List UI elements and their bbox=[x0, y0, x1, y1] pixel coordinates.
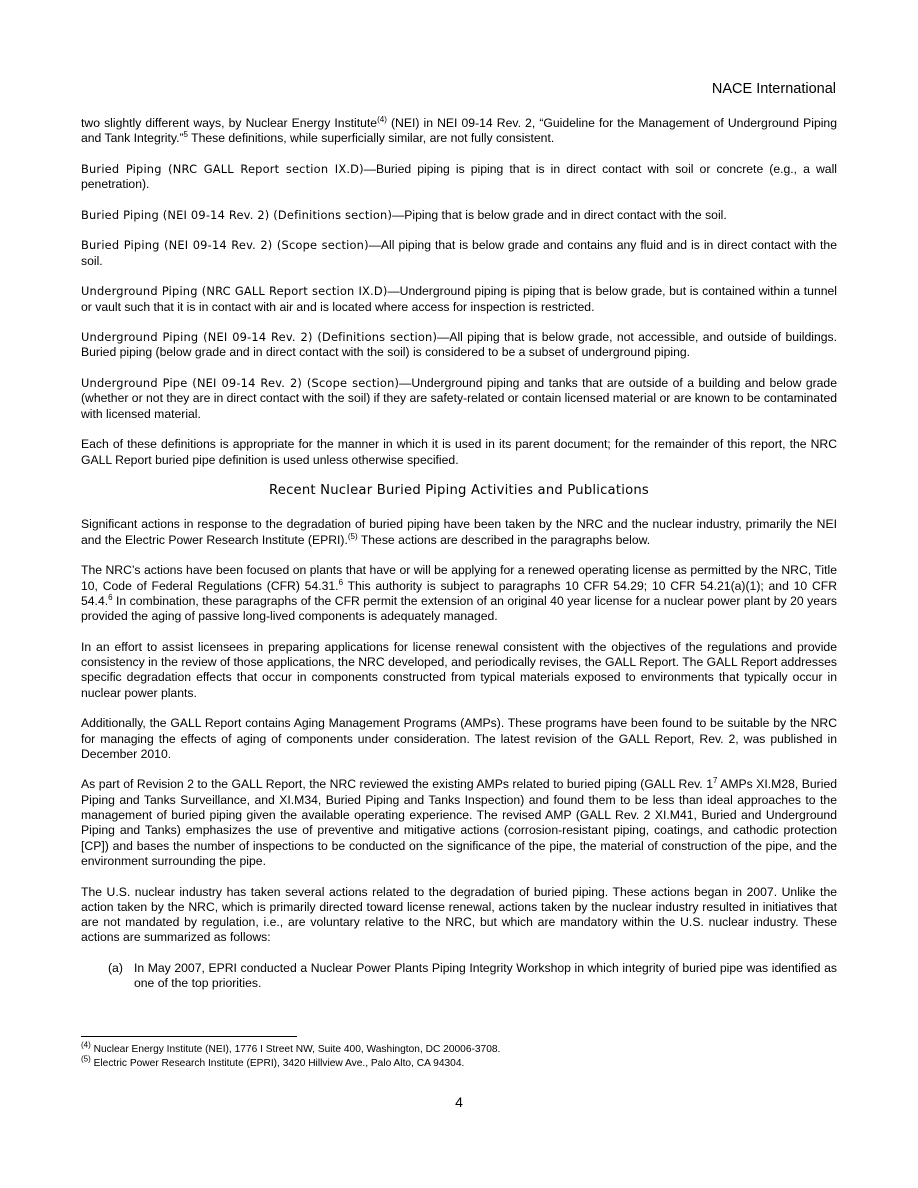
footnote bbox=[81, 1054, 500, 1071]
footnote-text: Nuclear Energy Institute (NEI), 1776 I Street NW, Suite 400, Washington, DC 20006-3708. bbox=[90, 1044, 501, 1055]
industry-actions-paragraph: The U.S. nuclear industry has taken several actions related to the degradation of buried piping. These actions began in 2007. Unlike the action taken by the NRC, which is primarily directed toward license renewal, actions taken by the nuclear industry resulted in initiatives that are not mandated by regulation, i.e., are voluntary relative to the NRC, but which are mandatory within the U.S. nuclear industry. These actions are summarized as follows: bbox=[81, 884, 837, 945]
intro-paragraph bbox=[81, 116, 837, 147]
intro-text: two slightly different ways, by Nuclear Energy Institute bbox=[81, 116, 378, 130]
footnote-mark: (4) bbox=[81, 1040, 91, 1050]
endnote-ref: 7 bbox=[712, 776, 718, 786]
definitions-summary-paragraph: Each of these definitions is appropriate for the manner in which it is used in its parent document; for the remainder of this report, the NRC GALL Report buried pipe definition is used unless otherwise specified. bbox=[81, 437, 837, 467]
list-item-text: In May 2007, EPRI conducted a Nuclear Power Plants Piping Integrity Workshop in which integrity of buried pipe was identified as one of the top priorities. bbox=[134, 961, 837, 991]
definition-text: —Underground piping is piping that is below grade, but is contained within a tunnel or vault such that it is in contact with air and is located where access for inspection is restricted. bbox=[81, 284, 837, 314]
paragraph-text: The NRC’s actions have been focused on plants that have or will be applying for a renewed operating license as permitted by the NRC, Title 10, Code of Federal Regulations (CFR) 54.31. bbox=[81, 563, 837, 593]
revision2-paragraph bbox=[81, 777, 837, 869]
definition-text: —All piping that is below grade, not accessible, and outside of buildings. Buried piping (below grade and in direct contact with the soil) is considered to be a subset of underground piping. bbox=[81, 330, 837, 360]
footnote bbox=[81, 1040, 501, 1057]
paragraph-text: This authority is subject to paragraphs 10 CFR 54.29; 10 CFR 54.21(a)(1); and 10 CFR 54.4. bbox=[81, 578, 837, 608]
footnote-mark: (5) bbox=[81, 1054, 91, 1064]
footnote-ref: (5) bbox=[347, 531, 358, 541]
intro-text: These definitions, while superficially similar, are not fully consistent. bbox=[187, 131, 555, 146]
paragraph-text: In combination, these paragraphs of the CFR permit the extension of an original 40 year license for a nuclear power plant by 20 years provided the aging of passive long-lived components is adequately managed. bbox=[81, 593, 837, 624]
definition-paragraph bbox=[81, 284, 837, 315]
endnote-ref: 5 bbox=[183, 130, 188, 140]
definition-text: —All piping that is below grade and contains any fluid and is in direct contact with the soil. bbox=[81, 238, 837, 268]
definition-paragraph bbox=[81, 208, 837, 223]
footnote-text: Electric Power Research Institute (EPRI), 3420 Hillview Ave., Palo Alto, CA 94304. bbox=[90, 1057, 465, 1069]
list-marker: (a) bbox=[108, 961, 123, 976]
definition-paragraph bbox=[81, 330, 837, 361]
definition-paragraph bbox=[81, 376, 837, 422]
definition-paragraph bbox=[81, 238, 837, 269]
footnotes bbox=[81, 1040, 501, 1070]
footnote-ref: (4) bbox=[377, 114, 387, 124]
page-header-org: NACE International bbox=[711, 81, 836, 97]
definition-text: —Piping that is below grade and in direct contact with the soil. bbox=[392, 207, 727, 222]
definition-text: —Buried piping is piping that is in direct contact with soil or concrete (e.g., a wall penetration). bbox=[81, 161, 837, 192]
nrc-actions-paragraph bbox=[81, 563, 837, 624]
definition-term: Underground Piping (NEI 09-14 Rev. 2) (Definitions section) bbox=[81, 330, 438, 345]
definition-term: Underground Piping (NRC GALL Report section IX.D) bbox=[81, 284, 388, 299]
footnote-divider bbox=[81, 1036, 297, 1037]
definition-text: —Underground piping and tanks that are outside of a building and below grade (whether or not they are in direct contact with the soil) if they are safety-related or contain licensed material or are known to be contaminated with licensed material. bbox=[81, 376, 838, 421]
endnote-ref: 6 bbox=[338, 577, 344, 587]
paragraph-text: Significant actions in response to the degradation of buried piping have been taken by the NRC and the nuclear industry, primarily the NEI and the Electric Power Research Institute (EPRI). bbox=[81, 517, 837, 547]
section-heading: Recent Nuclear Buried Piping Activities and Publications bbox=[269, 483, 649, 499]
gall-report-paragraph: In an effort to assist licensees in preparing applications for license renewal consistent with the objectives of the regulations and provide consistency in the review of those applications, the NRC developed, and periodically revises, the GALL Report. The GALL Report addresses specific degradation effects that occur in components constructed from typical materials exposed to environments that typically occur in nuclear power plants. bbox=[81, 639, 837, 700]
definition-paragraph bbox=[81, 162, 837, 193]
paragraph-text: As part of Revision 2 to the GALL Report, the NRC reviewed the existing AMPs related to buried piping (GALL Rev. 1 bbox=[81, 777, 713, 792]
definition-term: Buried Piping (NEI 09-14 Rev. 2) (Scope section) bbox=[81, 238, 369, 253]
page-number: 4 bbox=[455, 1094, 463, 1110]
paragraph-text: These actions are described in the paragraphs below. bbox=[357, 532, 651, 547]
definition-term: Buried Piping (NEI 09-14 Rev. 2) (Definitions section) bbox=[81, 207, 393, 222]
definition-term: Underground Pipe (NEI 09-14 Rev. 2) (Scope section) bbox=[81, 376, 400, 391]
intro-text: (NEI) in NEI 09-14 Rev. 2, “Guideline for the Management of Underground Piping and Tank Integrity.” bbox=[81, 116, 837, 146]
paragraph-text: AMPs XI.M28, Buried Piping and Tanks Surveillance, and XI.M34, Buried Piping and Tanks Inspection) and found them to be less than ideal approaches to the management of buried piping given the available operating experience. The revised AMP (GALL Rev. 2 XI.M41, Buried and Underground Piping and Tanks) emphasizes the use of preventive and mitigative actions (corrosion-resistant piping, coatings, and cathodic protection [CP]) and bases the number of inspections to be conducted on the significance of the pipe, the material of construction of the pipe, and the environment surrounding the pipe. bbox=[81, 777, 837, 868]
endnote-ref: 6 bbox=[108, 592, 113, 602]
list-item bbox=[108, 961, 837, 992]
page-body bbox=[81, 116, 837, 992]
amps-paragraph: Additionally, the GALL Report contains Aging Management Programs (AMPs). These programs have been found to be suitable by the NRC for managing the effects of aging of components under consideration. The latest revision of the GALL Report, Rev. 2, was published in December 2010. bbox=[81, 716, 837, 761]
actions-paragraph bbox=[81, 517, 837, 548]
definition-term: Buried Piping (NRC GALL Report section IX.D) bbox=[81, 161, 364, 176]
